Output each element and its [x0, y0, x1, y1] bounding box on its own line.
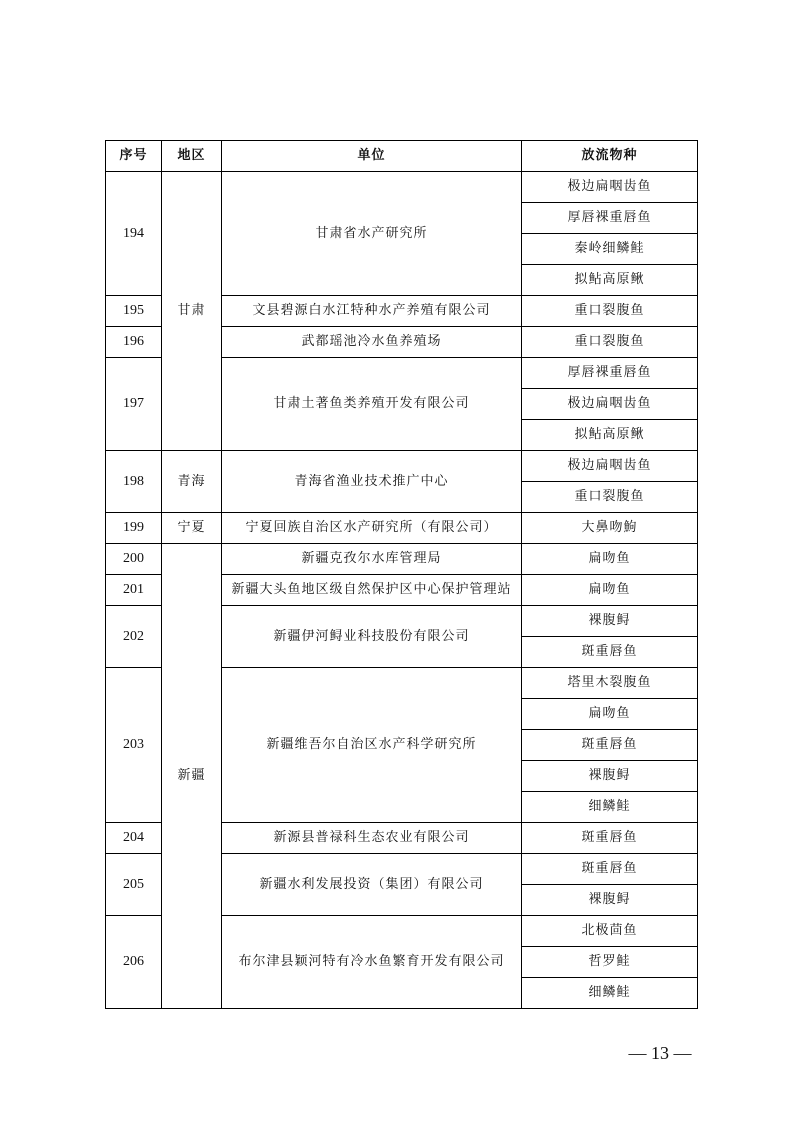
row-number: 202 [106, 606, 162, 668]
region-cell: 宁夏 [162, 513, 222, 544]
species-cell: 斑重唇鱼 [522, 637, 698, 668]
species-cell: 北极茴鱼 [522, 916, 698, 947]
row-number: 205 [106, 854, 162, 916]
row-number: 199 [106, 513, 162, 544]
region-cell: 新疆 [162, 544, 222, 1009]
unit-cell: 文县碧源白水江特种水产养殖有限公司 [222, 296, 522, 327]
unit-cell: 新疆水利发展投资（集团）有限公司 [222, 854, 522, 916]
row-number: 196 [106, 327, 162, 358]
header-serial: 序号 [106, 141, 162, 172]
table-row [106, 451, 698, 482]
species-cell: 极边扁咽齿鱼 [522, 451, 698, 482]
unit-cell: 布尔津县颖河特有冷水鱼繁育开发有限公司 [222, 916, 522, 1009]
unit-cell: 宁夏回族自治区水产研究所（有限公司） [222, 513, 522, 544]
row-number: 206 [106, 916, 162, 1009]
species-cell: 重口裂腹鱼 [522, 296, 698, 327]
row-number: 194 [106, 172, 162, 296]
unit-cell: 新源县普禄科生态农业有限公司 [222, 823, 522, 854]
row-number: 203 [106, 668, 162, 823]
region-cell: 青海 [162, 451, 222, 513]
row-number: 200 [106, 544, 162, 575]
species-cell: 斑重唇鱼 [522, 854, 698, 885]
unit-cell: 武都瑶池冷水鱼养殖场 [222, 327, 522, 358]
species-cell: 拟鲇高原鳅 [522, 420, 698, 451]
species-cell: 斑重唇鱼 [522, 730, 698, 761]
species-cell: 扁吻鱼 [522, 575, 698, 606]
species-cell: 重口裂腹鱼 [522, 482, 698, 513]
species-cell: 秦岭细鳞鲑 [522, 234, 698, 265]
species-cell: 大鼻吻鮈 [522, 513, 698, 544]
unit-cell: 新疆克孜尔水库管理局 [222, 544, 522, 575]
row-number: 198 [106, 451, 162, 513]
species-cell: 细鳞鲑 [522, 978, 698, 1009]
table-row [106, 513, 698, 544]
species-cell: 扁吻鱼 [522, 699, 698, 730]
row-number: 201 [106, 575, 162, 606]
species-cell: 极边扁咽齿鱼 [522, 172, 698, 203]
species-cell: 极边扁咽齿鱼 [522, 389, 698, 420]
species-cell: 拟鲇高原鳅 [522, 265, 698, 296]
header-unit: 单位 [222, 141, 522, 172]
species-cell: 斑重唇鱼 [522, 823, 698, 854]
species-cell: 哲罗鲑 [522, 947, 698, 978]
table-header-row [106, 141, 698, 172]
species-cell: 裸腹鲟 [522, 606, 698, 637]
unit-cell: 青海省渔业技术推广中心 [222, 451, 522, 513]
row-number: 197 [106, 358, 162, 451]
row-number: 204 [106, 823, 162, 854]
unit-cell: 甘肃省水产研究所 [222, 172, 522, 296]
species-cell: 裸腹鲟 [522, 885, 698, 916]
page-number: — 13 — [628, 1043, 692, 1063]
release-table-container [105, 140, 697, 1009]
species-cell: 厚唇裸重唇鱼 [522, 358, 698, 389]
header-region: 地区 [162, 141, 222, 172]
unit-cell: 新疆维吾尔自治区水产科学研究所 [222, 668, 522, 823]
unit-cell: 新疆伊河鲟业科技股份有限公司 [222, 606, 522, 668]
table-row [106, 172, 698, 203]
unit-cell: 甘肃土著鱼类养殖开发有限公司 [222, 358, 522, 451]
region-cell: 甘肃 [162, 172, 222, 451]
row-number: 195 [106, 296, 162, 327]
header-species: 放流物种 [522, 141, 698, 172]
species-cell: 细鳞鲑 [522, 792, 698, 823]
table-row [106, 544, 698, 575]
species-cell: 裸腹鲟 [522, 761, 698, 792]
species-cell: 厚唇裸重唇鱼 [522, 203, 698, 234]
unit-cell: 新疆大头鱼地区级自然保护区中心保护管理站 [222, 575, 522, 606]
species-cell: 重口裂腹鱼 [522, 327, 698, 358]
species-cell: 扁吻鱼 [522, 544, 698, 575]
species-cell: 塔里木裂腹鱼 [522, 668, 698, 699]
release-table [105, 140, 698, 1009]
